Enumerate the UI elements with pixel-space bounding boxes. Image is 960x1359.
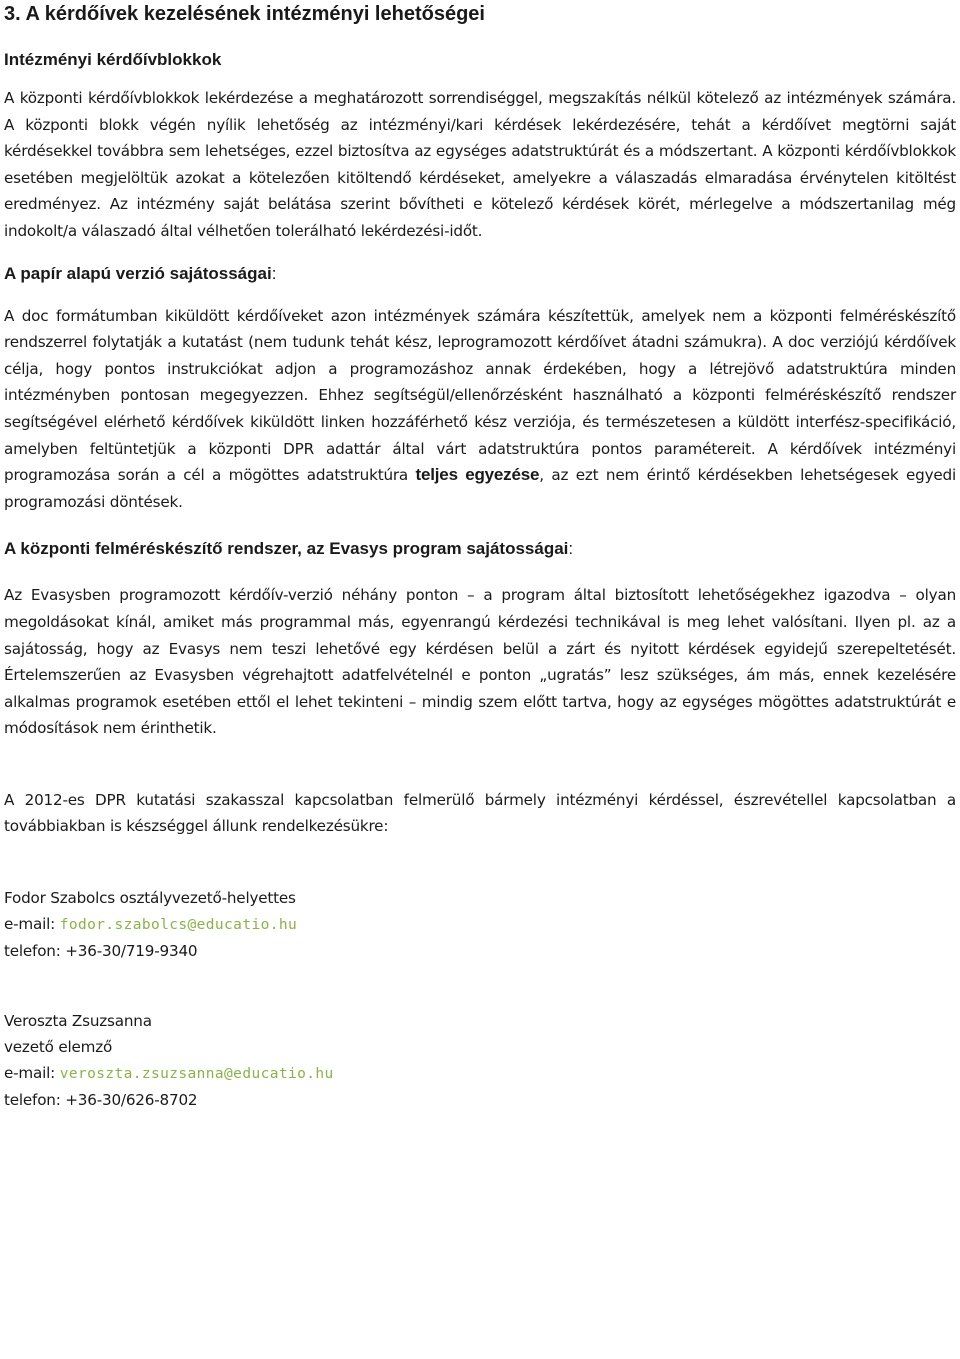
contact-name: Fodor Szabolcs osztályvezető-helyettes [4, 889, 296, 908]
evasys-heading [4, 538, 956, 560]
contact-role: vezető elemző [4, 1038, 113, 1057]
evasys-heading-text: A központi felméréskészítő rendszer, az Evasys program sajátosságai [4, 539, 569, 559]
email-link[interactable]: veroszta.zsuzsanna@educatio.hu [59, 1066, 334, 1083]
subsection-heading: Intézményi kérdőívblokkok [4, 50, 222, 69]
paragraph-paper-version [4, 303, 956, 516]
contact-block-veroszta [4, 1008, 956, 1113]
contact-name: Veroszta Zsuzsanna [4, 1012, 152, 1031]
contact-phone: telefon: +36-30/719-9340 [4, 942, 198, 961]
email-label: e-mail: [4, 915, 60, 934]
paragraph-text-tail: , az ezt nem érintő kérdésekben lehetségesek egyedi programozási döntések. [4, 466, 956, 511]
section-heading: 3. A kérdőívek kezelésének intézményi lehetőségei [4, 3, 485, 25]
contact-email-line [4, 911, 956, 938]
paragraph-evasys: Az Evasysben programozott kérdőív-verzió néhány ponton – a program által biztosított lehetőségekhez igazodva – olyan megoldásokat kínál, amiket más programmal más, egyenrangú kérdezési technikával is meg lehet valósítani. Ilyen pl. az a sajátosság, hogy az Evasys nem teszi lehetővé egy kérdésen belül a zárt és nyitott kérdések egyidejű szerepeltetését. Értelemszerűen az Evasysben végrehajtott adatfelvételnél e ponton „ugratás” lesz szükséges, ám más, ennek kezelésére alkalmas programok esetében ettől el lehet tekinteni – mindig szem előtt tartva, hogy az egységes mögöttes adatstruktúrát e módosítások nem érinthetik. [4, 586, 956, 738]
paragraph-contact-intro: A 2012-es DPR kutatási szakasszal kapcsolatban felmerülő bármely intézményi kérdéssel, észrevétellel kapcsolatban a továbbiakban is készséggel állunk rendelkezésükre: [4, 790, 956, 836]
heading-colon: : [568, 539, 574, 559]
paper-version-heading-text: A papír alapú verzió sajátosságai [4, 263, 272, 283]
document-page [4, 0, 956, 1113]
heading-colon: : [271, 263, 277, 283]
contact-phone: telefon: +36-30/626-8702 [4, 1091, 198, 1110]
paragraph-text: A doc formátumban kiküldött kérdőíveket azon intézmények számára készítettük, amelyek nem a központi felméréskészítő rendszerrel folytatják a kutatást (nem tudunk tehát kész, leprogramozott kérdőívet átadni számukra). A doc verziójú kérdőívek célja, hogy pontos instrukciókat adjon a programozáshoz annak érdekében, hogy a létrejövő adatstruktúra minden intézményben pontosan megegyezzen. Ehhez segítségül/ellenőrzésként használható a központi felméréskészítő rendszer segítségével elérhető kérdőívek kiküldött linken hozzáférhető kész verziója, és természetesen a küldött interfész-specifikáció, amelyben feltüntetjük a központi DPR adattár által várt adatstruktúra pontos paramétereit. A kérdőívek intézményi programozása során a cél a mögöttes adatstruktúra [4, 306, 956, 485]
paragraph-institutional-blocks: A központi kérdőívblokkok lekérdezése a meghatározott sorrendiséggel, megszakítás nélkül kötelező az intézmények számára. A központi blokk végén nyílik lehetőség az intézményi/kari kérdések lekérdezésére, tehát a kérdőívet megtörni saját kérdésekkel továbbra sem lehetséges, ezzel biztosítva az egységes adatstruktúrát és a módszertant. A központi kérdőívblokkok esetében megjelöltük azokat a kötelezően kitöltendő kérdéseket, amelyekre a válaszadás elmaradása érvénytelen kitöltést eredményez. Az intézmény saját belátása szerint bővítheti e kötelező kérdések körét, mérlegelve a módszertanilag még indokolt/a válaszadó által vélhetően tolerálható lekérdezési-időt. [4, 89, 956, 240]
paper-version-heading [4, 263, 956, 285]
contact-email-line [4, 1060, 956, 1087]
email-label: e-mail: [4, 1064, 60, 1083]
email-link[interactable]: fodor.szabolcs@educatio.hu [59, 917, 298, 934]
contact-block-fodor [4, 885, 956, 964]
emphasis-text: teljes egyezése [415, 465, 540, 485]
